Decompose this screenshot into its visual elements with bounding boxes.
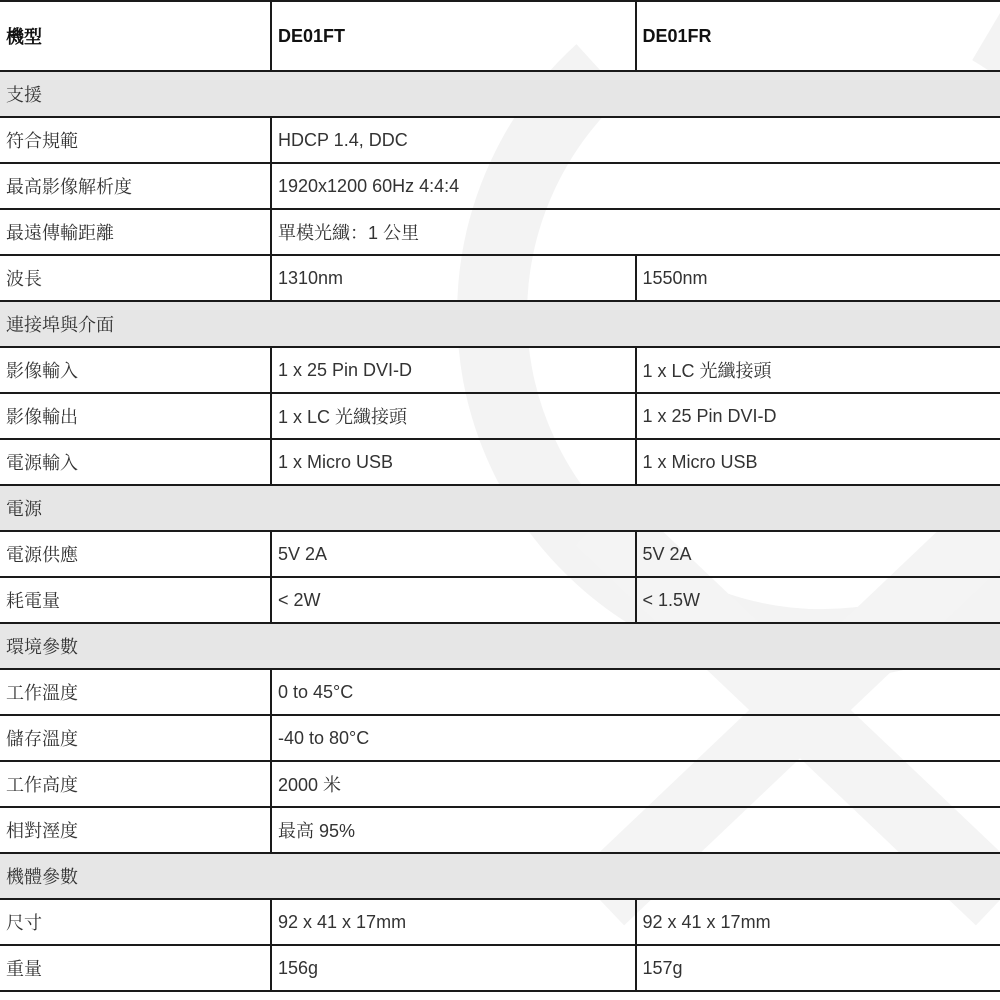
spec-row [0, 945, 1000, 991]
section-title: 支援 [0, 71, 1000, 117]
spec-value-de01fr: 1 x LC 光纖接頭 [636, 347, 1000, 393]
section-title: 環境參數 [0, 623, 1000, 669]
spec-label: 工作溫度 [0, 669, 271, 715]
spec-value-de01fr: 157g [636, 945, 1000, 991]
spec-value: -40 to 80°C [271, 715, 1000, 761]
section-title: 電源 [0, 485, 1000, 531]
spec-value-de01fr: 1550nm [636, 255, 1000, 301]
header-row [0, 1, 1000, 71]
section-header-row [0, 623, 1000, 669]
spec-value-de01fr: 5V 2A [636, 531, 1000, 577]
spec-value-de01fr: 1 x 25 Pin DVI-D [636, 393, 1000, 439]
spec-row [0, 807, 1000, 853]
spec-value-de01ft: 1310nm [271, 255, 636, 301]
spec-row [0, 577, 1000, 623]
spec-value: 0 to 45°C [271, 669, 1000, 715]
spec-value-de01ft: 1 x 25 Pin DVI-D [271, 347, 636, 393]
spec-row [0, 117, 1000, 163]
spec-label: 符合規範 [0, 117, 271, 163]
spec-label: 儲存溫度 [0, 715, 271, 761]
section-header-row [0, 485, 1000, 531]
spec-row [0, 393, 1000, 439]
spec-row [0, 163, 1000, 209]
spec-value: HDCP 1.4, DDC [271, 117, 1000, 163]
spec-value-de01fr: 1 x Micro USB [636, 439, 1000, 485]
header-col-de01ft: DE01FT [271, 1, 636, 71]
spec-value-de01fr: < 1.5W [636, 577, 1000, 623]
spec-row [0, 209, 1000, 255]
section-header-row [0, 301, 1000, 347]
spec-label: 工作高度 [0, 761, 271, 807]
spec-value-de01ft: 92 x 41 x 17mm [271, 899, 636, 945]
header-col-de01fr: DE01FR [636, 1, 1000, 71]
spec-value-de01ft: 1 x Micro USB [271, 439, 636, 485]
spec-label: 重量 [0, 945, 271, 991]
spec-row [0, 669, 1000, 715]
section-title: 機體參數 [0, 853, 1000, 899]
spec-value-de01ft: 156g [271, 945, 636, 991]
spec-value-de01ft: < 2W [271, 577, 636, 623]
section-title: 連接埠與介面 [0, 301, 1000, 347]
spec-value: 單模光纖：1 公里 [271, 209, 1000, 255]
spec-row [0, 255, 1000, 301]
spec-label: 相對溼度 [0, 807, 271, 853]
spec-value-de01ft: 1 x LC 光纖接頭 [271, 393, 636, 439]
spec-row [0, 715, 1000, 761]
spec-label: 影像輸出 [0, 393, 271, 439]
spec-label: 波長 [0, 255, 271, 301]
spec-label: 尺寸 [0, 899, 271, 945]
spec-value: 最高 95% [271, 807, 1000, 853]
spec-row [0, 531, 1000, 577]
spec-value-de01fr: 92 x 41 x 17mm [636, 899, 1000, 945]
spec-row [0, 899, 1000, 945]
spec-label: 最高影像解析度 [0, 163, 271, 209]
spec-label: 電源供應 [0, 531, 271, 577]
section-header-row [0, 71, 1000, 117]
spec-label: 耗電量 [0, 577, 271, 623]
spec-row [0, 347, 1000, 393]
header-model-label: 機型 [0, 1, 271, 71]
spec-label: 最遠傳輸距離 [0, 209, 271, 255]
spec-value-de01ft: 5V 2A [271, 531, 636, 577]
spec-row [0, 439, 1000, 485]
spec-value: 2000 米 [271, 761, 1000, 807]
spec-label: 影像輸入 [0, 347, 271, 393]
section-header-row [0, 853, 1000, 899]
spec-value: 1920x1200 60Hz 4:4:4 [271, 163, 1000, 209]
spec-label: 電源輸入 [0, 439, 271, 485]
spec-row [0, 761, 1000, 807]
